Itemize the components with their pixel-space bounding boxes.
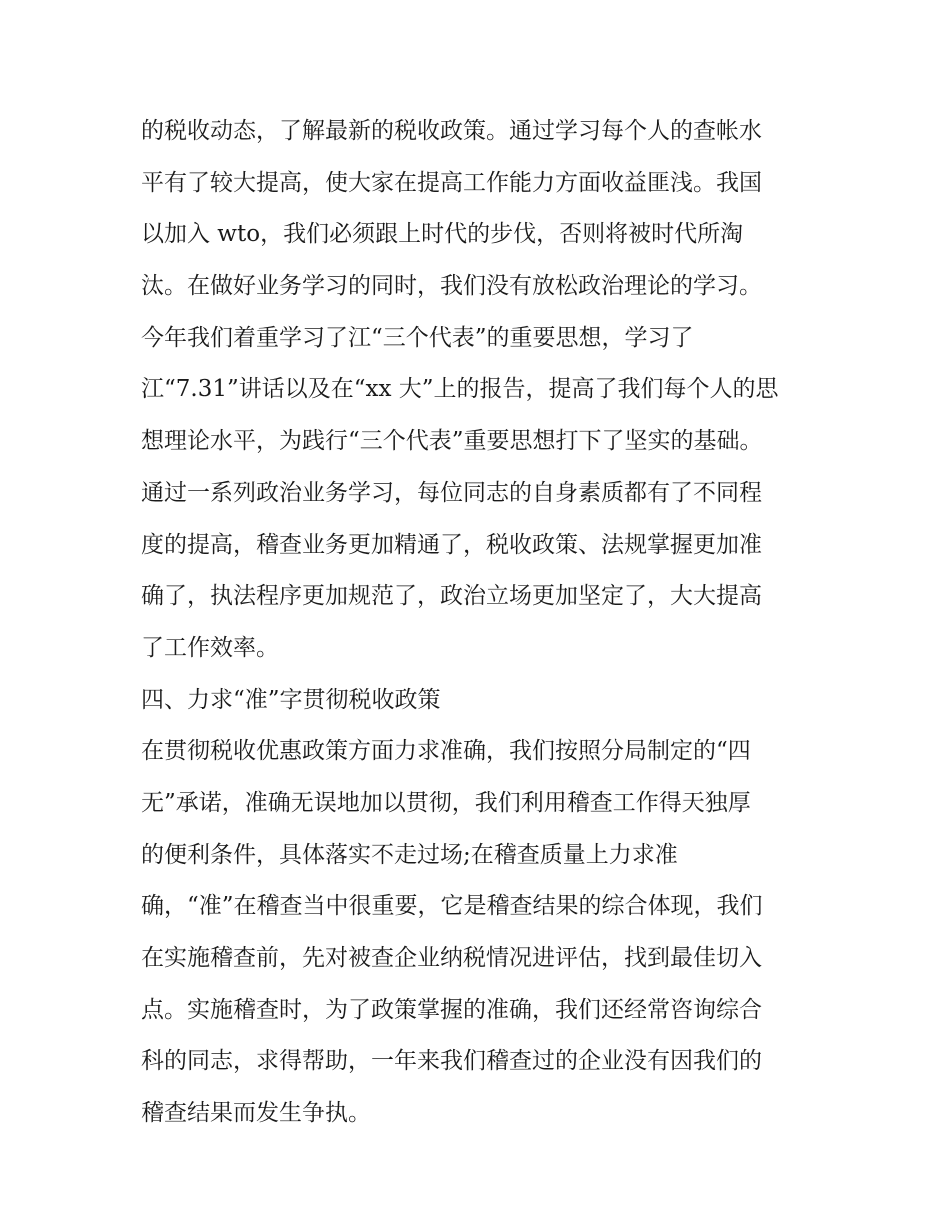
text-line: 以加入 wto，我们必须跟上时代的步伐，否则将被时代所淘 xyxy=(141,221,744,248)
text-line: 江“7.31”讲话以及在“xx 大”上的报告，提高了我们每个人的思 xyxy=(141,376,779,403)
text-line: 了工作效率。 xyxy=(141,634,279,661)
document-body xyxy=(141,109,841,1143)
text-line: 点。实施稽查时，为了政策掌握的准确，我们还经常咨询综合 xyxy=(141,996,762,1023)
section-heading: 四、力求“准”字贯彻税收政策 xyxy=(141,686,441,713)
text-line: 在贯彻税收优惠政策方面力求准确，我们按照分局制定的“四 xyxy=(141,738,751,765)
text-line: 在实施稽查前，先对被查企业纳税情况进评估，找到最佳切入 xyxy=(141,945,762,971)
text-line: 想理论水平，为践行“三个代表”重要思想打下了坚实的基础。 xyxy=(141,428,763,455)
text-line: 科的同志，求得帮助，一年来我们稽查过的企业没有因我们的 xyxy=(141,1048,762,1075)
text-line: 度的提高，稽查业务更加精通了，税收政策、法规掌握更加准 xyxy=(141,531,762,558)
text-line: 今年我们着重学习了江“三个代表”的重要思想，学习了 xyxy=(141,324,694,351)
text-line: 确，“准”在稽查当中很重要，它是稽查结果的综合体现，我们 xyxy=(141,893,763,920)
text-line: 平有了较大提高，使大家在提高工作能力方面收益匪浅。我国 xyxy=(141,169,762,196)
text-line: 的税收动态，了解最新的税收政策。通过学习每个人的查帐水 xyxy=(141,118,762,144)
text-line: 无”承诺，准确无误地加以贯彻，我们利用稽查工作得天独厚 xyxy=(141,789,751,816)
text-line: 的便利条件，具体落实不走过场;在稽查质量上力求准 xyxy=(141,841,678,868)
text-line: 稽查结果而发生争执。 xyxy=(141,1100,371,1127)
text-line: 确了，执法程序更加规范了，政治立场更加坚定了，大大提高 xyxy=(141,583,762,610)
text-line: 通过一系列政治业务学习，每位同志的自身素质都有了不同程 xyxy=(141,479,762,506)
text-line: 汰。在做好业务学习的同时，我们没有放松政治理论的学习。 xyxy=(141,273,762,300)
